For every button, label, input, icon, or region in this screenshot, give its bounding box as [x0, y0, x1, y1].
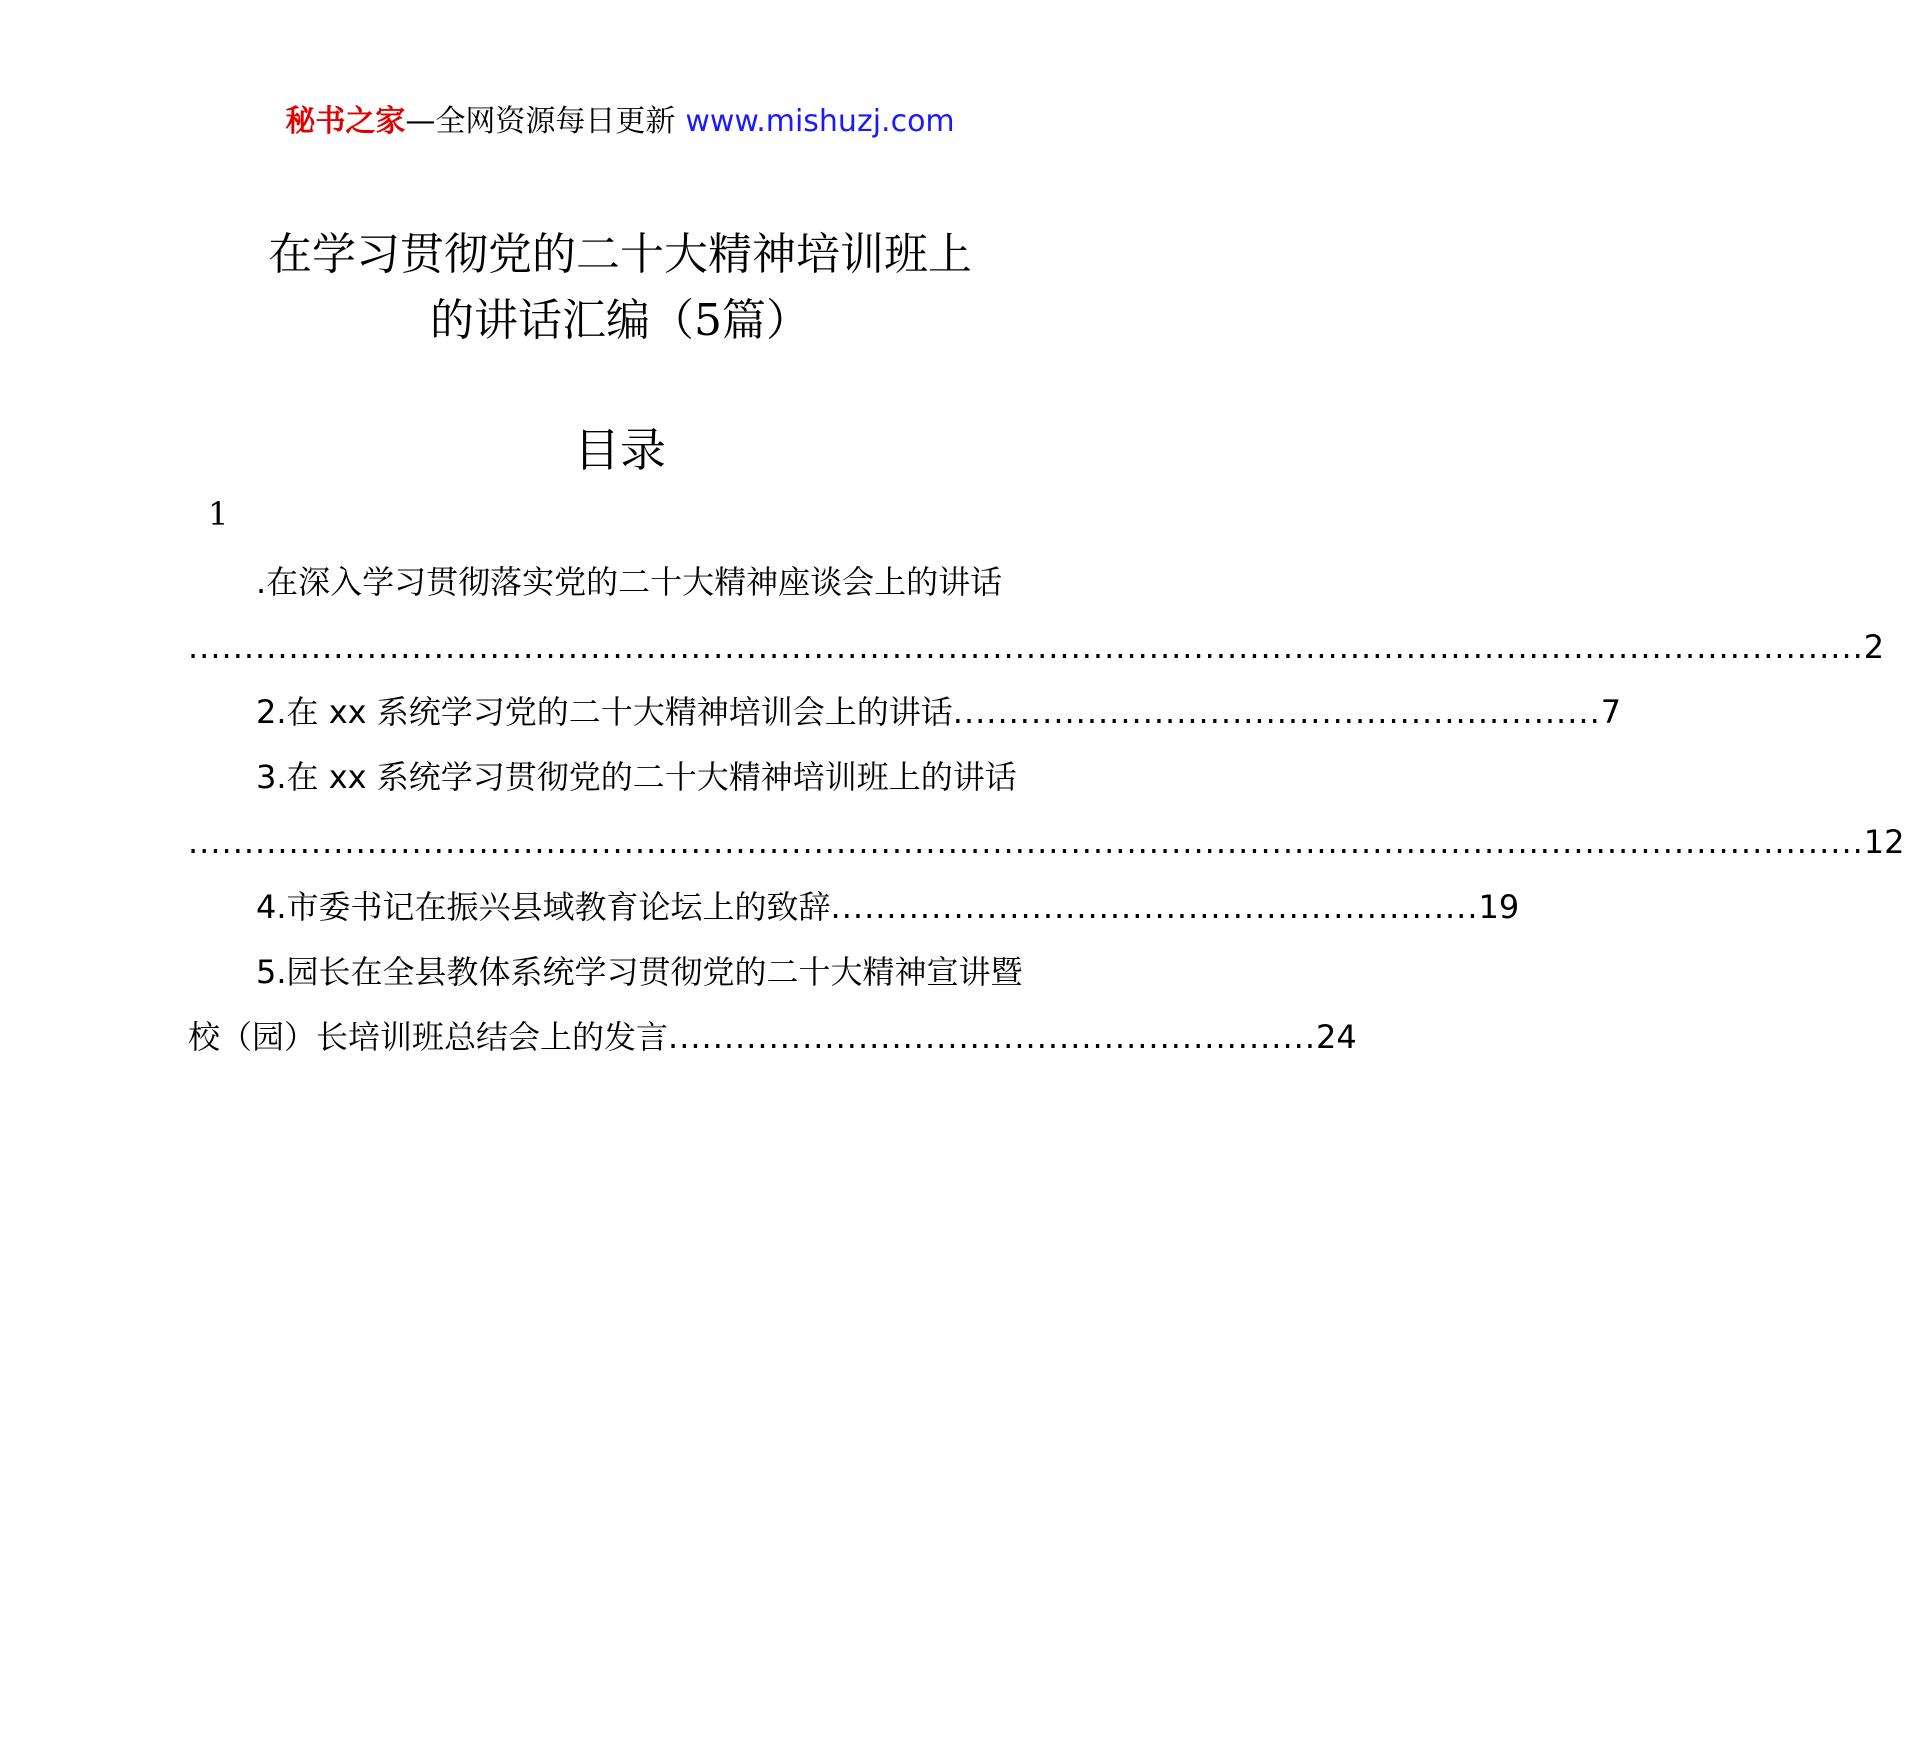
toc-entry-3-leader-line[interactable]: [188, 810, 1905, 875]
toc-entry-2-dots: ..........................................................: [952, 693, 1601, 731]
toc-entry-2-text: 2.在 xx 系统学习党的二十大精神培训会上的讲话: [256, 693, 953, 731]
toc-entry-1-text-line[interactable]: [188, 550, 1056, 615]
toc-entry-1-page: 2: [1863, 628, 1885, 666]
title-line-2-prefix: 的讲话汇编（: [430, 295, 694, 346]
toc-entry-2-page: 7: [1600, 693, 1622, 731]
toc-entry-3-dots: ......................................................................................................................................................: [188, 823, 1864, 861]
toc-entry-4-dots: ..........................................................: [830, 888, 1479, 926]
document-title: [0, 222, 1240, 354]
site-url-link[interactable]: www.mishuzj.com: [685, 104, 955, 139]
title-line-2: [0, 288, 1240, 354]
toc-entry-5-line-2[interactable]: [188, 1005, 1357, 1070]
toc-stray-number: 1: [208, 495, 229, 533]
toc-entry-5-dots: ..........................................................: [668, 1018, 1316, 1056]
toc-entry-1-leader-line[interactable]: [188, 615, 1885, 680]
site-brand: 秘书之家: [285, 104, 406, 139]
toc-entry-2[interactable]: [188, 680, 1622, 745]
toc-entry-4-text: 4.市委书记在振兴县域教育论坛上的致辞: [256, 888, 831, 926]
toc-entry-5-text-1: 5.园长在全县教体系统学习贯彻党的二十大精神宣讲暨: [256, 953, 1023, 991]
toc-entry-5-text-2: 校（园）长培训班总结会上的发言: [188, 1018, 669, 1056]
toc-entry-4[interactable]: [188, 875, 1520, 940]
title-line-2-count: 5: [694, 295, 722, 346]
toc-entry-1-dots: ......................................................................................................................................................: [188, 628, 1864, 666]
toc-entry-4-page: 19: [1478, 888, 1520, 926]
toc-entry-3-page: 12: [1863, 823, 1905, 861]
title-line-1: 在学习贯彻党的二十大精神培训班上: [268, 229, 972, 280]
site-header: [0, 102, 1240, 142]
site-tagline: —全网资源每日更新: [405, 104, 676, 139]
toc-heading: 目录: [574, 423, 666, 477]
toc-entry-5-page: 24: [1315, 1018, 1357, 1056]
toc-entry-5-line-1[interactable]: [188, 940, 1056, 1005]
toc-entry-3-text: 3.在 xx 系统学习贯彻党的二十大精神培训班上的讲话: [256, 758, 1017, 796]
toc-entry-3-text-line[interactable]: [188, 745, 1056, 810]
title-line-2-suffix: 篇）: [722, 295, 810, 346]
toc-entry-1-text: .在深入学习贯彻落实党的二十大精神座谈会上的讲话: [256, 563, 1003, 601]
table-of-contents: [188, 550, 1905, 1070]
